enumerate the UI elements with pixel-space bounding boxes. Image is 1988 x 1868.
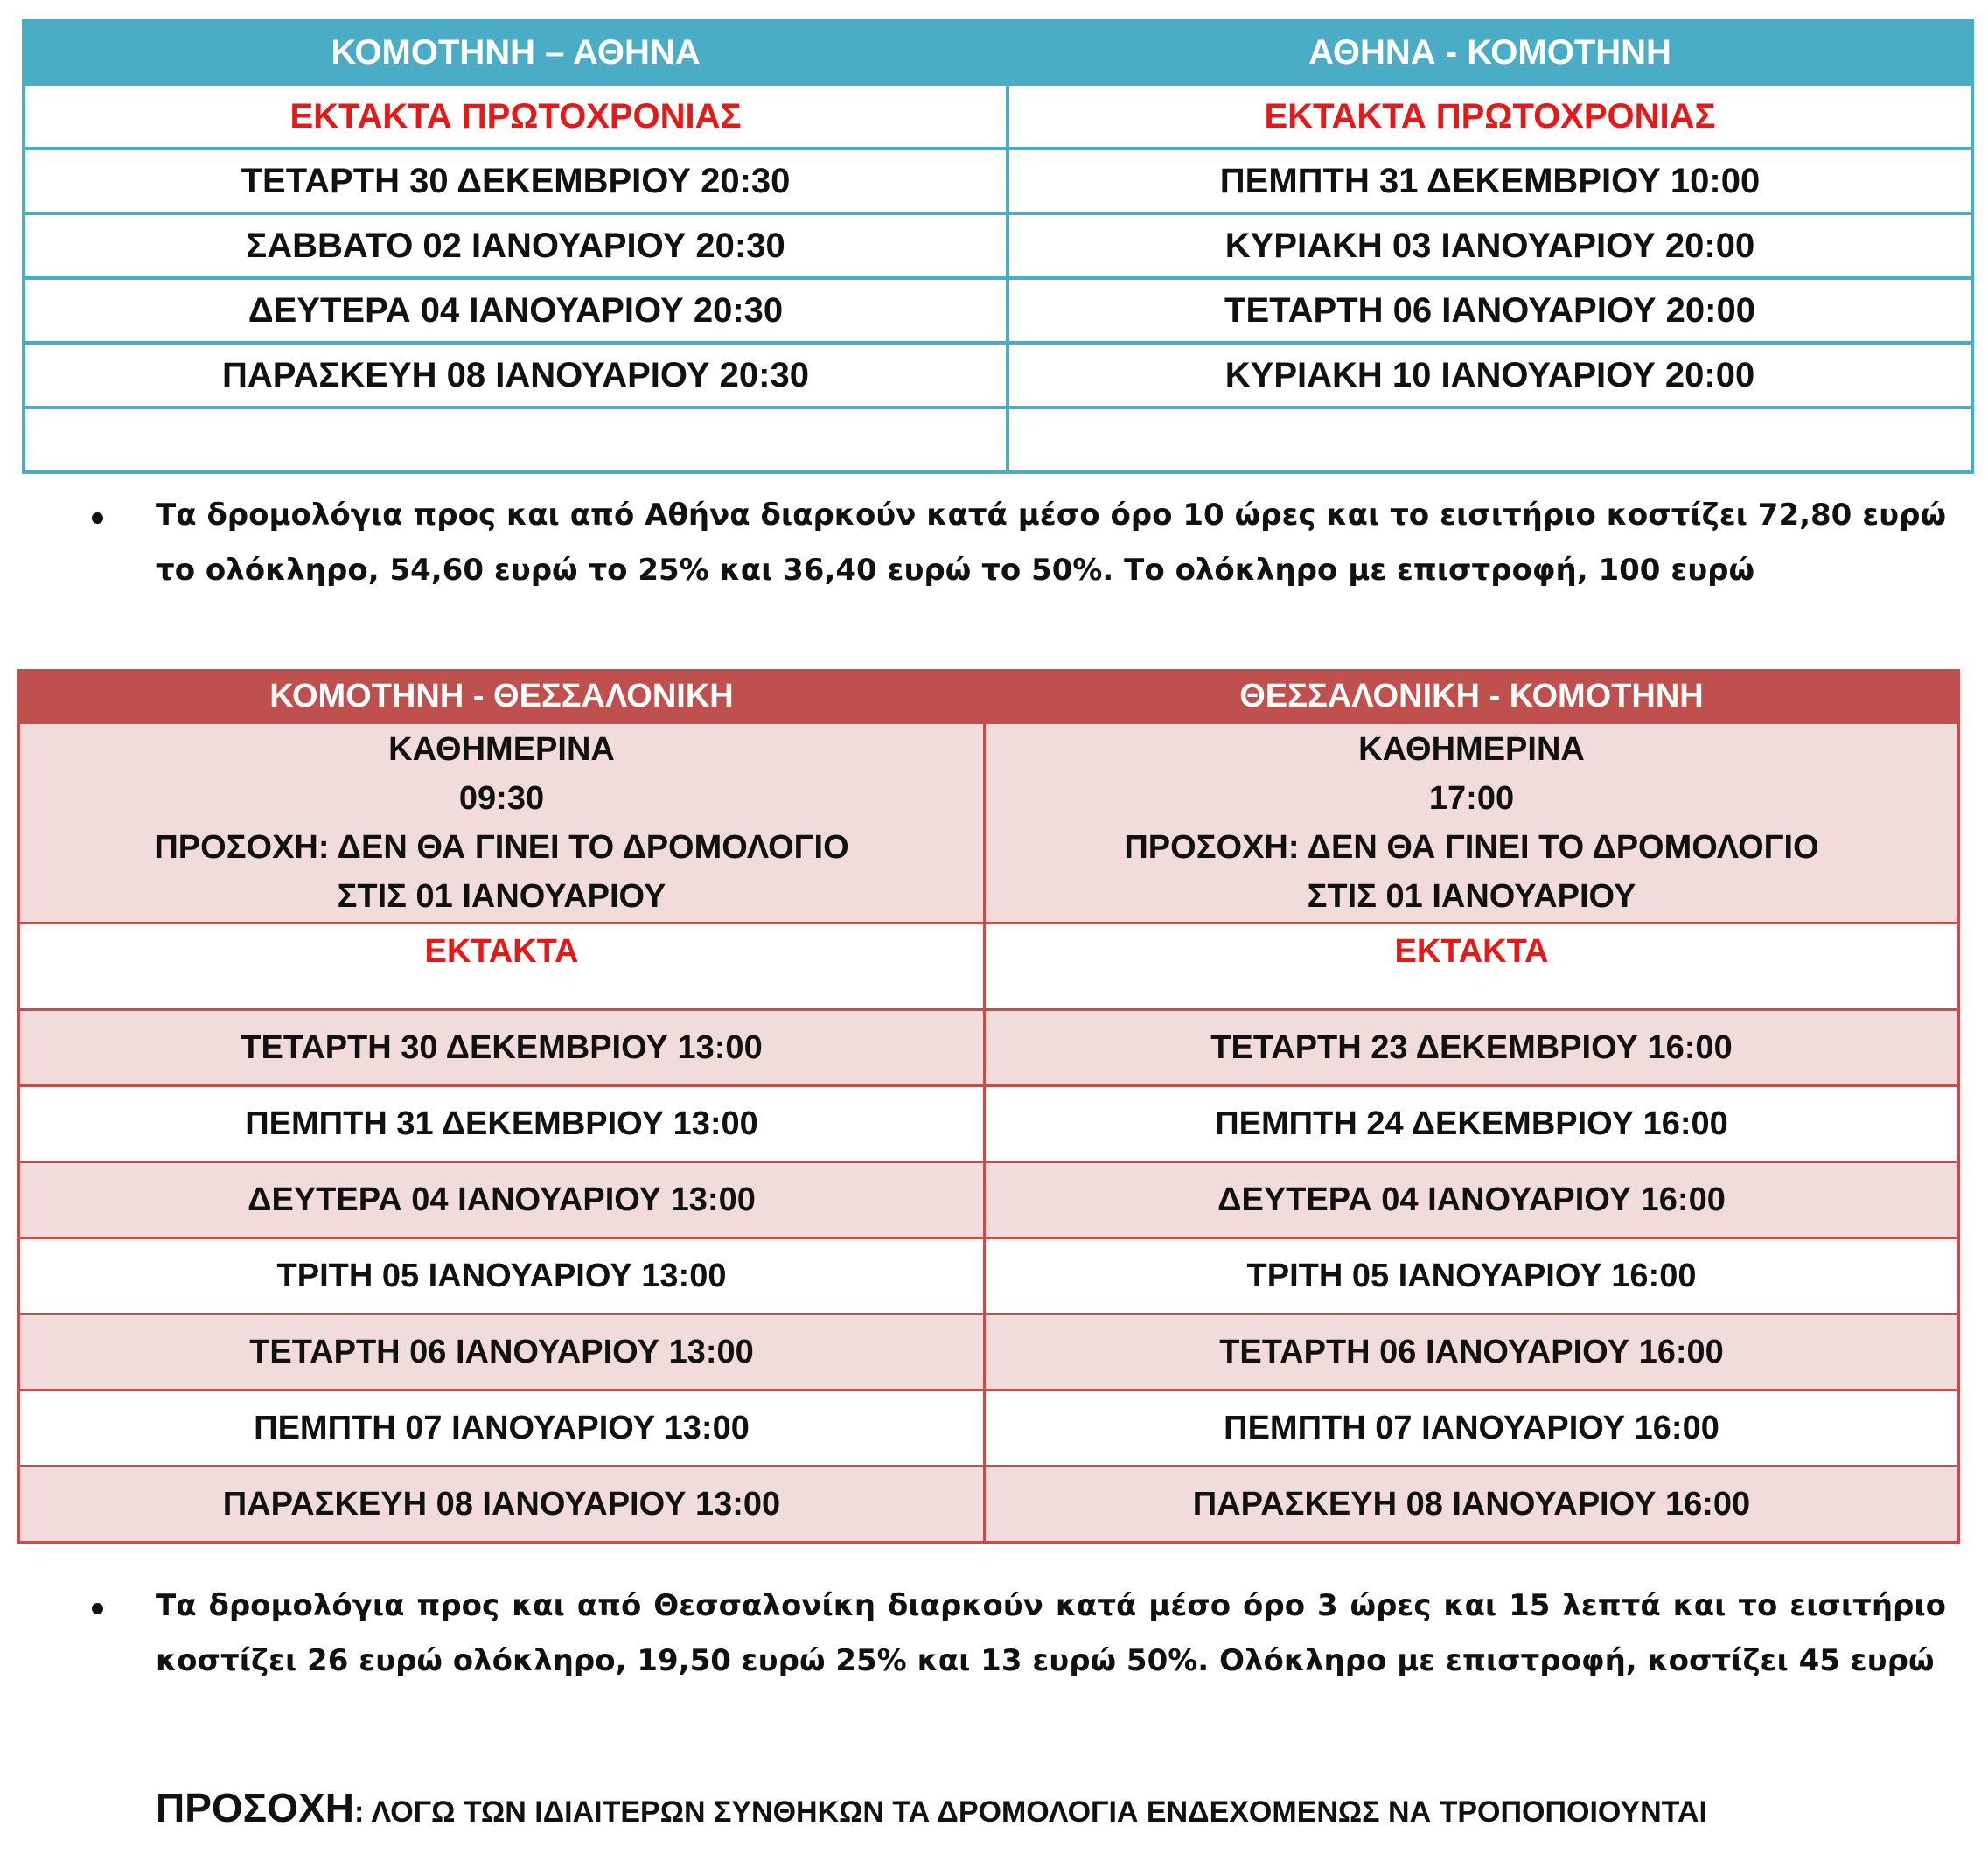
table-row bbox=[24, 343, 1972, 408]
thessaloniki-price-note bbox=[83, 1579, 1946, 1689]
table-row bbox=[19, 1391, 1959, 1467]
thessaloniki-departure-outbound: ΠΕΜΠΤΗ 31 ΔΕΚΕΜΒΡΙΟΥ 13:00 bbox=[19, 1086, 985, 1162]
daily-time: 17:00 bbox=[1428, 780, 1515, 817]
thessaloniki-daily-outbound bbox=[19, 723, 985, 924]
athens-special-return: ΕΚΤΑΚΤΑ ΠΡΩΤΟΧΡΟΝΙΑΣ bbox=[1008, 84, 1972, 149]
thessaloniki-special-outbound: ΕΚΤΑΚΤΑ bbox=[19, 924, 985, 1010]
daily-label: ΚΑΘΗΜΕΡΙΝΑ bbox=[1358, 731, 1585, 768]
thessaloniki-special-return: ΕΚΤΑΚΤΑ bbox=[985, 924, 1959, 1010]
table-row bbox=[19, 1010, 1959, 1086]
thessaloniki-departure-return: ΠΕΜΠΤΗ 07 ΙΑΝΟΥΑΡΙΟΥ 16:00 bbox=[985, 1391, 1959, 1467]
thessaloniki-departure-return: ΤΡΙΤΗ 05 ΙΑΝΟΥΑΡΙΟΥ 16:00 bbox=[985, 1238, 1959, 1314]
thessaloniki-header-row bbox=[19, 671, 1959, 723]
table-row bbox=[19, 1467, 1959, 1543]
thessaloniki-departure-return: ΤΕΤΑΡΤΗ 06 ΙΑΝΟΥΑΡΙΟΥ 16:00 bbox=[985, 1314, 1959, 1391]
thessaloniki-schedule-table bbox=[17, 669, 1960, 1544]
thessaloniki-departure-outbound: ΠΑΡΑΣΚΕΥΗ 08 ΙΑΝΟΥΑΡΙΟΥ 13:00 bbox=[19, 1467, 985, 1543]
athens-header-row bbox=[24, 21, 1972, 84]
thessaloniki-daily-return bbox=[985, 723, 1959, 924]
empty-cell bbox=[1008, 408, 1972, 472]
bullet-icon bbox=[92, 512, 103, 524]
footer-warning bbox=[156, 1784, 1707, 1831]
athens-special-outbound: ΕΚΤΑΚΤΑ ΠΡΩΤΟΧΡΟΝΙΑΣ bbox=[24, 84, 1008, 149]
athens-special-row bbox=[24, 84, 1972, 149]
thessaloniki-departure-outbound: ΤΡΙΤΗ 05 ΙΑΝΟΥΑΡΙΟΥ 13:00 bbox=[19, 1238, 985, 1314]
daily-warning-date: ΣΤΙΣ 01 ΙΑΝΟΥΑΡΙΟΥ bbox=[337, 878, 666, 915]
empty-cell bbox=[24, 408, 1008, 472]
athens-price-text: Τα δρομολόγια προς και από Αθήνα διαρκούν κατά μέσο όρο 10 ώρες και το εισιτήριο κοστίζει 72,80 ευρώ το ολόκληρο, 54,60 ευρώ το 25% και 36,40 ευρώ το 50%. Το ολόκληρο με επιστροφή, 100 ευρώ bbox=[156, 498, 1946, 588]
thessaloniki-departure-return: ΔΕΥΤΕΡΑ 04 ΙΑΝΟΥΑΡΙΟΥ 16:00 bbox=[985, 1162, 1959, 1238]
daily-time: 09:30 bbox=[458, 780, 545, 817]
athens-departure-outbound: ΣΑΒΒΑΤΟ 02 ΙΑΝΟΥΑΡΙΟΥ 20:30 bbox=[24, 213, 1008, 278]
thessaloniki-price-text: Τα δρομολόγια προς και από Θεσσαλονίκη διαρκούν κατά μέσο όρο 3 ώρες και 15 λεπτά και το εισιτήριο κοστίζει 26 ευρώ ολόκληρο, 19,50 ευρώ 25% και 13 ευρώ 50%. Ολόκληρο με επιστροφή, κοστίζει 45 ευρώ bbox=[156, 1588, 1946, 1678]
athens-departure-outbound: ΤΕΤΑΡΤΗ 30 ΔΕΚΕΜΒΡΙΟΥ 20:30 bbox=[24, 149, 1008, 213]
athens-departure-outbound: ΠΑΡΑΣΚΕΥΗ 08 ΙΑΝΟΥΑΡΙΟΥ 20:30 bbox=[24, 343, 1008, 408]
table-row bbox=[24, 149, 1972, 213]
thessaloniki-departure-outbound: ΤΕΤΑΡΤΗ 06 ΙΑΝΟΥΑΡΙΟΥ 13:00 bbox=[19, 1314, 985, 1391]
athens-schedule-table bbox=[22, 19, 1974, 474]
athens-empty-row bbox=[24, 408, 1972, 472]
table-row bbox=[19, 1162, 1959, 1238]
athens-departure-return: ΠΕΜΠΤΗ 31 ΔΕΚΕΜΒΡΙΟΥ 10:00 bbox=[1008, 149, 1972, 213]
table-row bbox=[24, 213, 1972, 278]
athens-header-return: ΑΘΗΝΑ - ΚΟΜΟΤΗΝΗ bbox=[1008, 21, 1972, 84]
athens-price-note bbox=[83, 488, 1946, 598]
warning-text: : ΛΟΓΩ ΤΩΝ ΙΔΙΑΙΤΕΡΩΝ ΣΥΝΘΗΚΩΝ ΤΑ ΔΡΟΜΟΛΟΓΙΑ ΕΝΔΕΧΟΜΕΝΩΣ ΝΑ ΤΡΟΠΟΠΟΙΟΥΝΤΑΙ bbox=[353, 1795, 1707, 1829]
thessaloniki-departure-return: ΤΕΤΑΡΤΗ 23 ΔΕΚΕΜΒΡΙΟΥ 16:00 bbox=[985, 1010, 1959, 1086]
table-row bbox=[19, 1238, 1959, 1314]
thessaloniki-departure-outbound: ΤΕΤΑΡΤΗ 30 ΔΕΚΕΜΒΡΙΟΥ 13:00 bbox=[19, 1010, 985, 1086]
table-row bbox=[19, 1086, 1959, 1162]
athens-departure-return: ΤΕΤΑΡΤΗ 06 ΙΑΝΟΥΑΡΙΟΥ 20:00 bbox=[1008, 278, 1972, 343]
daily-label: ΚΑΘΗΜΕΡΙΝΑ bbox=[388, 731, 615, 768]
daily-warning-date: ΣΤΙΣ 01 ΙΑΝΟΥΑΡΙΟΥ bbox=[1307, 878, 1636, 915]
athens-departure-outbound: ΔΕΥΤΕΡΑ 04 ΙΑΝΟΥΑΡΙΟΥ 20:30 bbox=[24, 278, 1008, 343]
daily-warning: ΠΡΟΣΟΧΗ: ΔΕΝ ΘΑ ΓΙΝΕΙ ΤΟ ΔΡΟΜΟΛΟΓΙΟ bbox=[154, 829, 849, 866]
table-row bbox=[24, 278, 1972, 343]
daily-warning: ΠΡΟΣΟΧΗ: ΔΕΝ ΘΑ ΓΙΝΕΙ ΤΟ ΔΡΟΜΟΛΟΓΙΟ bbox=[1124, 829, 1819, 866]
thessaloniki-departure-return: ΠΑΡΑΣΚΕΥΗ 08 ΙΑΝΟΥΑΡΙΟΥ 16:00 bbox=[985, 1467, 1959, 1543]
warning-label: ΠΡΟΣΟΧΗ bbox=[156, 1785, 354, 1830]
thessaloniki-daily-row bbox=[19, 723, 1959, 924]
thessaloniki-departure-outbound: ΔΕΥΤΕΡΑ 04 ΙΑΝΟΥΑΡΙΟΥ 13:00 bbox=[19, 1162, 985, 1238]
bullet-icon bbox=[92, 1603, 103, 1614]
table-row bbox=[19, 1314, 1959, 1391]
thessaloniki-departure-outbound: ΠΕΜΠΤΗ 07 ΙΑΝΟΥΑΡΙΟΥ 13:00 bbox=[19, 1391, 985, 1467]
athens-header-outbound: ΚΟΜΟΤΗΝΗ – ΑΘΗΝΑ bbox=[24, 21, 1008, 84]
thessaloniki-header-outbound: ΚΟΜΟΤΗΝΗ - ΘΕΣΣΑΛΟΝΙΚΗ bbox=[19, 671, 985, 723]
athens-departure-return: ΚΥΡΙΑΚΗ 10 ΙΑΝΟΥΑΡΙΟΥ 20:00 bbox=[1008, 343, 1972, 408]
thessaloniki-header-return: ΘΕΣΣΑΛΟΝΙΚΗ - ΚΟΜΟΤΗΝΗ bbox=[985, 671, 1959, 723]
thessaloniki-departure-return: ΠΕΜΠΤΗ 24 ΔΕΚΕΜΒΡΙΟΥ 16:00 bbox=[985, 1086, 1959, 1162]
thessaloniki-special-row bbox=[19, 924, 1959, 1010]
athens-departure-return: ΚΥΡΙΑΚΗ 03 ΙΑΝΟΥΑΡΙΟΥ 20:00 bbox=[1008, 213, 1972, 278]
